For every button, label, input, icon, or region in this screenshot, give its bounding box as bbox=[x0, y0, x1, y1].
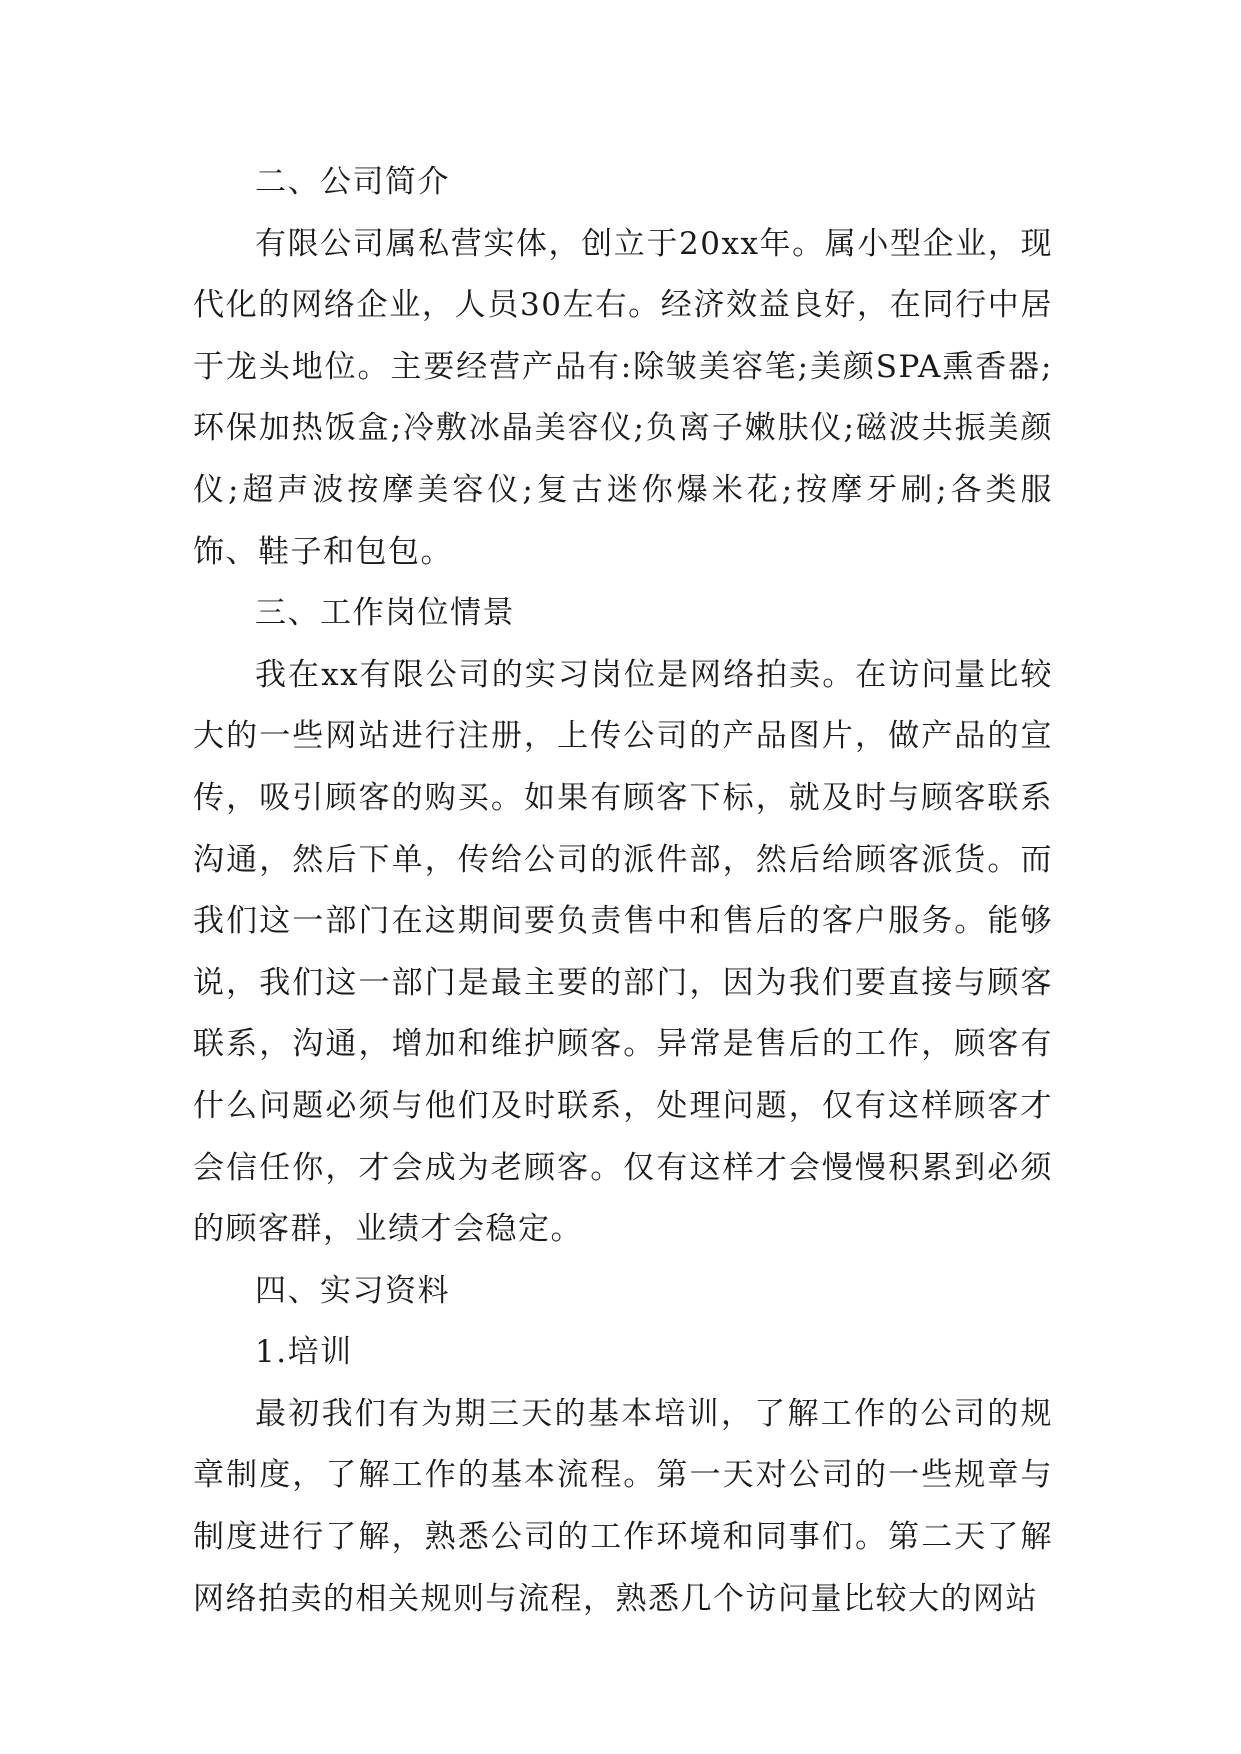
section-heading-internship-material: 四、实习资料 bbox=[255, 1272, 450, 1309]
paragraph-training: 最初我们有为期三天的基本培训，了解工作的公司的规章制度，了解工作的基本流程。第一天对公司的一些规章与制度进行了解，熟悉公司的工作环境和同事们。第二天了解网络拍卖的相关规则与流程，熟悉几个访问量比较大的网站 bbox=[193, 1395, 1053, 1617]
section-heading-job-position: 三、工作岗位情景 bbox=[255, 595, 515, 632]
document-body bbox=[193, 152, 1053, 1630]
paragraph-job-position: 我在xx有限公司的实习岗位是网络拍卖。在访问量比较大的一些网站进行注册，上传公司的产品图片，做产品的宣传，吸引顾客的购买。如果有顾客下标，就及时与顾客联系沟通，然后下单，传给公司的派件部，然后给顾客派货。而我们这一部门在这期间要负责售中和售后的客户服务。能够说，我们这一部门是最主要的部门，因为我们要直接与顾客联系，沟通，增加和维护顾客。异常是售后的工作，顾客有什么问题必须与他们及时联系，处理问题，仅有这样顾客才会信任你，才会成为老顾客。仅有这样才会慢慢积累到必须的顾客群，业绩才会稳定。 bbox=[193, 656, 1053, 1248]
section-heading-company-intro: 二、公司简介 bbox=[255, 164, 450, 200]
subsection-heading-training: 1.培训 bbox=[255, 1334, 353, 1371]
paragraph-company-intro: 有限公司属私营实体，创立于20xx年。属小型企业，现代化的网络企业，人员30左右。经济效益良好，在同行中居于龙头地位。主要经营产品有:除皱美容笔;美颜SPA熏香器;环保加热饭盒;冷敷冰晶美容仪;负离子嫩肤仪;磁波共振美颜仪;超声波按摩美容仪;复古迷你爆米花;按摩牙刷;各类服饰、鞋子和包包。 bbox=[193, 225, 1053, 570]
